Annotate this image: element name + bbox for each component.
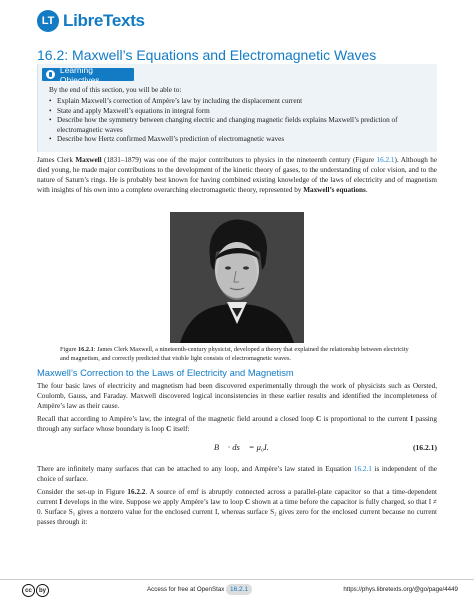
objectives-list (49, 97, 437, 145)
section-heading: Maxwell’s Correction to the Laws of Electricity and Magnetism (37, 367, 294, 378)
maxwell-term: Maxwell (75, 156, 102, 164)
cc-icon: cc (22, 584, 35, 597)
info-icon (46, 70, 55, 79)
learning-objectives-box (37, 64, 437, 152)
section-paragraph-1: The four basic laws of electricity and magnetism had been discovered experimentally through the work of physicists such as Oersted, Coulomb, Gauss, and Faraday. Maxwell discovered logical inconsistencies in these earlier results and identified the incompleteness of Ampère’s law as their cause. (37, 382, 437, 410)
by-icon: by (36, 584, 49, 597)
figure-number: 16.2.1 (78, 346, 94, 353)
access-text: Access for free at OpenStax (147, 586, 225, 593)
section-paragraph-2: Recall that according to Ampère’s law, the integral of the magnetic field around a closed loop C is proportional to the current I passing through any surface whose boundary is loop C itself: (37, 415, 437, 433)
libretexts-wordmark: LibreTexts (63, 11, 145, 30)
figure-caption: Figure 16.2.1: James Clerk Maxwell, a nineteenth-century physicist, developed a theory that explained the relationship between electricity and magnetism, and correctly predicted that visible light consists of electromagnetic waves. (60, 346, 409, 362)
page-title: 16.2: Maxwell’s Equations and Electromagnetic Waves (37, 47, 377, 63)
figure-link[interactable]: 16.2.1 (376, 156, 395, 164)
intro-paragraph: James Clerk Maxwell (1831–1879) was one of the major contributors to physics in the nineteenth century (Figure 16.2.1). Although he died young, he made major contributions to the development of the kinetic theory of gases, to the understanding of color vision, and to the nature of Saturn’s rings. He is probably best known for having combined existing knowledge of the laws of electricity and of magnetism with insights of his own into a complete overarching electromagnetic theory, represented by Maxwell’s equations. (37, 156, 438, 194)
objective-item: • Explain Maxwell’s correction of Ampère’s law by including the displacement current (57, 97, 437, 107)
section-paragraph-3: There are infinitely many surfaces that can be attached to any loop, and Ampère’s law stated in Equation 16.2.1 is independent of the choice of surface. (37, 465, 437, 483)
equation-link[interactable]: 16.2.1 (353, 465, 372, 473)
learning-objectives-heading: Learning Objectives (59, 64, 100, 85)
libretexts-logo[interactable] (37, 10, 145, 32)
section-paragraph-4: Consider the set-up in Figure 16.2.2. A source of emf is abruptly connected across a parallel-plate capacitor so that a time-dependent current I develops in the wire. Suppose we apply Ampère’s law to loop C shown at a time before the capacitor is fully charged, so that I ≠ 0. Surface S₁ gives a nonzero value for the enclosed current I, whereas surface S₂ gives zero for the enclosed current because no current passes through it: (37, 488, 438, 526)
page-footer (0, 579, 474, 598)
objective-item: • Describe how Hertz confirmed Maxwell’s prediction of electromagnetic waves (57, 135, 437, 145)
page-number-badge: 16.2.1 (226, 584, 252, 595)
amperes-law-equation: ∮ B⃗ · ds⃗ = μ₀I. (205, 442, 269, 452)
objectives-intro: By the end of this section, you will be able to: (49, 86, 182, 94)
equation-number: (16.2.1) (412, 443, 437, 452)
learning-objectives-header (42, 64, 134, 85)
maxwell-equations-term: Maxwell’s equations (303, 185, 366, 194)
license-badge[interactable] (22, 584, 50, 597)
maxwell-portrait-image (170, 212, 304, 343)
libretexts-logo-icon: LT (37, 10, 59, 32)
objective-item: • State and apply Maxwell’s equations in integral form (57, 107, 437, 117)
page-url[interactable]: https://phys.libretexts.org/@go/page/4449 (343, 586, 458, 593)
objective-item: • Describe how the symmetry between changing electric and changing magnetic fields explains Maxwell’s prediction of electromagnetic waves (57, 116, 437, 135)
